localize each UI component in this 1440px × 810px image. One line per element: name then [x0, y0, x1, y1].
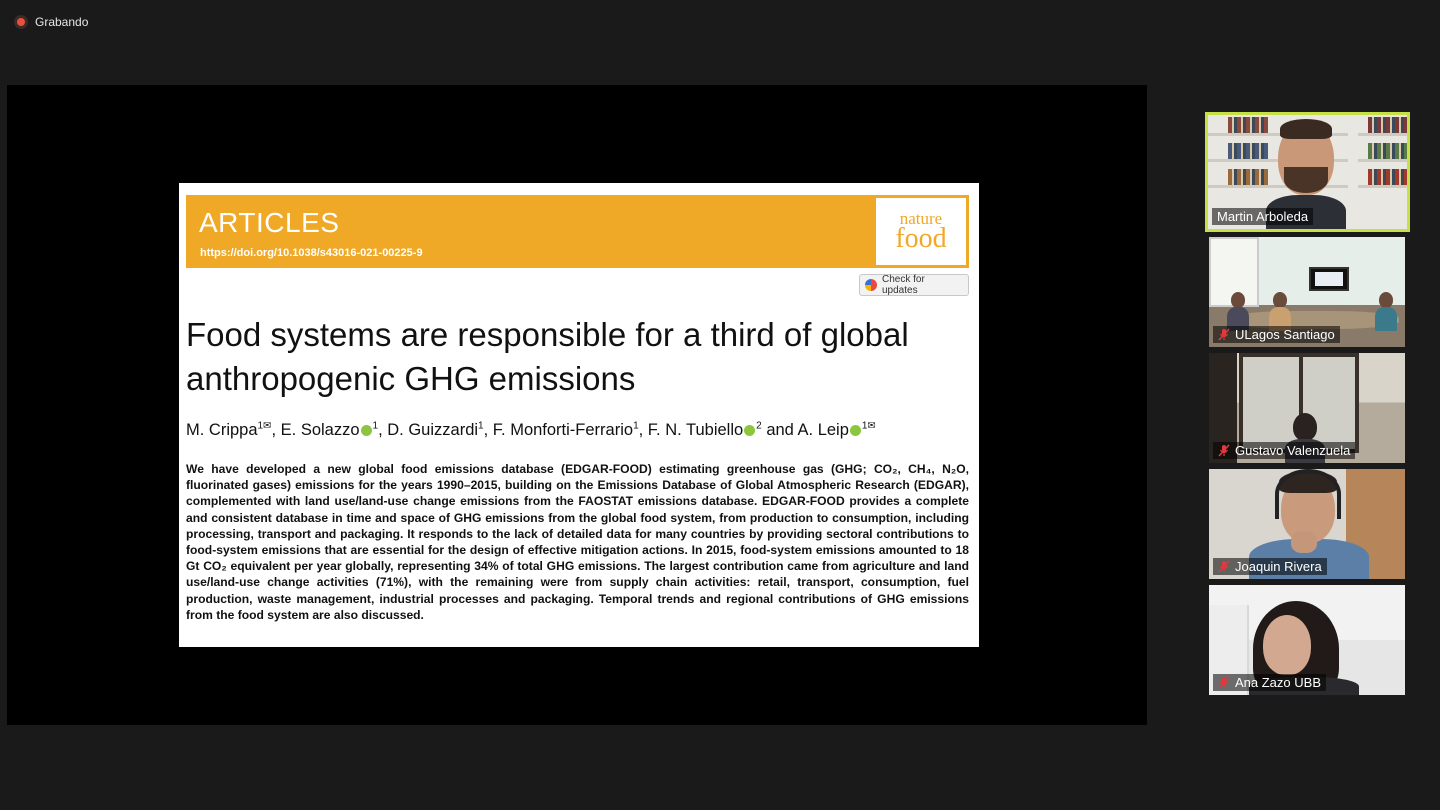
author-affiliation: 1 — [478, 420, 484, 431]
article-abstract: We have developed a new global food emissions database (EDGAR-FOOD) estimating greenhouse gas (GHG; CO₂, CH₄, N₂O, fluorinated gases) emissions for the years 1990–2015, building on the Emissions Database of Global Atmospheric Research (EDGAR), complemented with land use/land-use change emissions from the FAOSTAT emissions database. EDGAR-FOOD provides a complete and consistent database in time and space of GHG emissions from the global food system, from production to consumption, including processing, transport and packaging. It responds to the lack of detailed data for many countries by providing sectoral contributions to food-system emissions that are essential for the design of effective mitigation actions. In 2015, food-system emissions amounted to 18 Gt CO₂ equivalent per year globally, representing 34% of total GHG emissions. The largest contribution came from agriculture and land use/land-use change activities (71%), with the remaining were from supply chain activities: retail, transport, consumption, fuel production, waste management, industrial processes and packaging. Temporal trends and regional contributions of GHG emissions from the food system are also discussed. — [186, 462, 969, 622]
participant-name-tag — [1213, 326, 1340, 343]
author-affiliation: 1✉ — [257, 420, 272, 431]
microphone-muted-icon — [1218, 560, 1230, 573]
microphone-muted-icon — [1218, 328, 1230, 341]
author-list — [186, 420, 966, 440]
microphone-muted-icon — [1218, 444, 1230, 457]
doi-link: https://doi.org/10.1038/s43016-021-00225-9 — [200, 247, 423, 259]
participant-name-tag — [1213, 558, 1327, 575]
author — [281, 421, 388, 439]
participant-tile[interactable] — [1209, 237, 1405, 347]
author-separator: , — [271, 420, 281, 439]
journal-logo — [876, 198, 966, 265]
author-name: M. Crippa — [186, 420, 258, 439]
author-separator: , — [378, 420, 388, 439]
participant-tile[interactable] — [1209, 469, 1405, 579]
check-updates-label: Check for updates — [881, 274, 925, 296]
article-title-line1: Food systems are responsible for a third of global — [186, 316, 909, 353]
author-affiliation: 1✉ — [861, 420, 876, 431]
author-name: F. N. Tubiello — [647, 420, 744, 439]
journal-logo-line2: food — [895, 223, 947, 254]
author — [387, 421, 493, 439]
record-icon — [14, 15, 28, 29]
orcid-icon — [361, 425, 372, 436]
journal-logo-line1: nature — [899, 209, 943, 228]
microphone-muted-icon — [1218, 676, 1230, 689]
orcid-icon — [850, 425, 861, 436]
check-updates-button — [859, 274, 969, 296]
participant-name-tag — [1213, 674, 1326, 691]
author-name: D. Guizzardi — [387, 420, 479, 439]
article-title-line2: anthropogenic GHG emissions — [186, 360, 636, 397]
participant-tile[interactable] — [1209, 353, 1405, 463]
participant-name: Joaquin Rivera — [1235, 559, 1322, 574]
orcid-icon — [744, 425, 755, 436]
crossmark-icon — [865, 279, 877, 291]
section-title: ARTICLES — [199, 207, 340, 238]
participant-tile[interactable] — [1209, 585, 1405, 695]
author — [648, 421, 798, 439]
author-affiliation: 1 — [372, 420, 379, 431]
article-banner — [186, 195, 969, 268]
participant-name-tag — [1213, 442, 1355, 459]
author-name: E. Solazzo — [280, 420, 360, 439]
author-separator: , — [638, 420, 648, 439]
author — [493, 421, 648, 439]
shared-screen[interactable] — [7, 85, 1147, 725]
recording-label: Grabando — [35, 15, 89, 29]
participant-name: Martin Arboleda — [1217, 209, 1309, 224]
participant-name: ULagos Santiago — [1235, 327, 1335, 342]
author-name: A. Leip — [797, 420, 849, 439]
author-separator: and — [761, 420, 798, 439]
author-separator: , — [483, 420, 493, 439]
author-affiliation: 1 — [633, 420, 639, 431]
participant-name: Ana Zazo UBB — [1235, 675, 1321, 690]
author — [798, 421, 876, 439]
participant-tile[interactable] — [1205, 112, 1410, 232]
participant-name-tag — [1212, 208, 1313, 225]
recording-indicator[interactable] — [14, 13, 88, 31]
participant-name: Gustavo Valenzuela — [1235, 443, 1351, 458]
article-slide — [179, 183, 979, 647]
author — [186, 421, 281, 439]
author-name: F. Monforti-Ferrario — [492, 420, 634, 439]
author-affiliation: 2 — [756, 420, 762, 431]
article-title — [186, 313, 966, 401]
